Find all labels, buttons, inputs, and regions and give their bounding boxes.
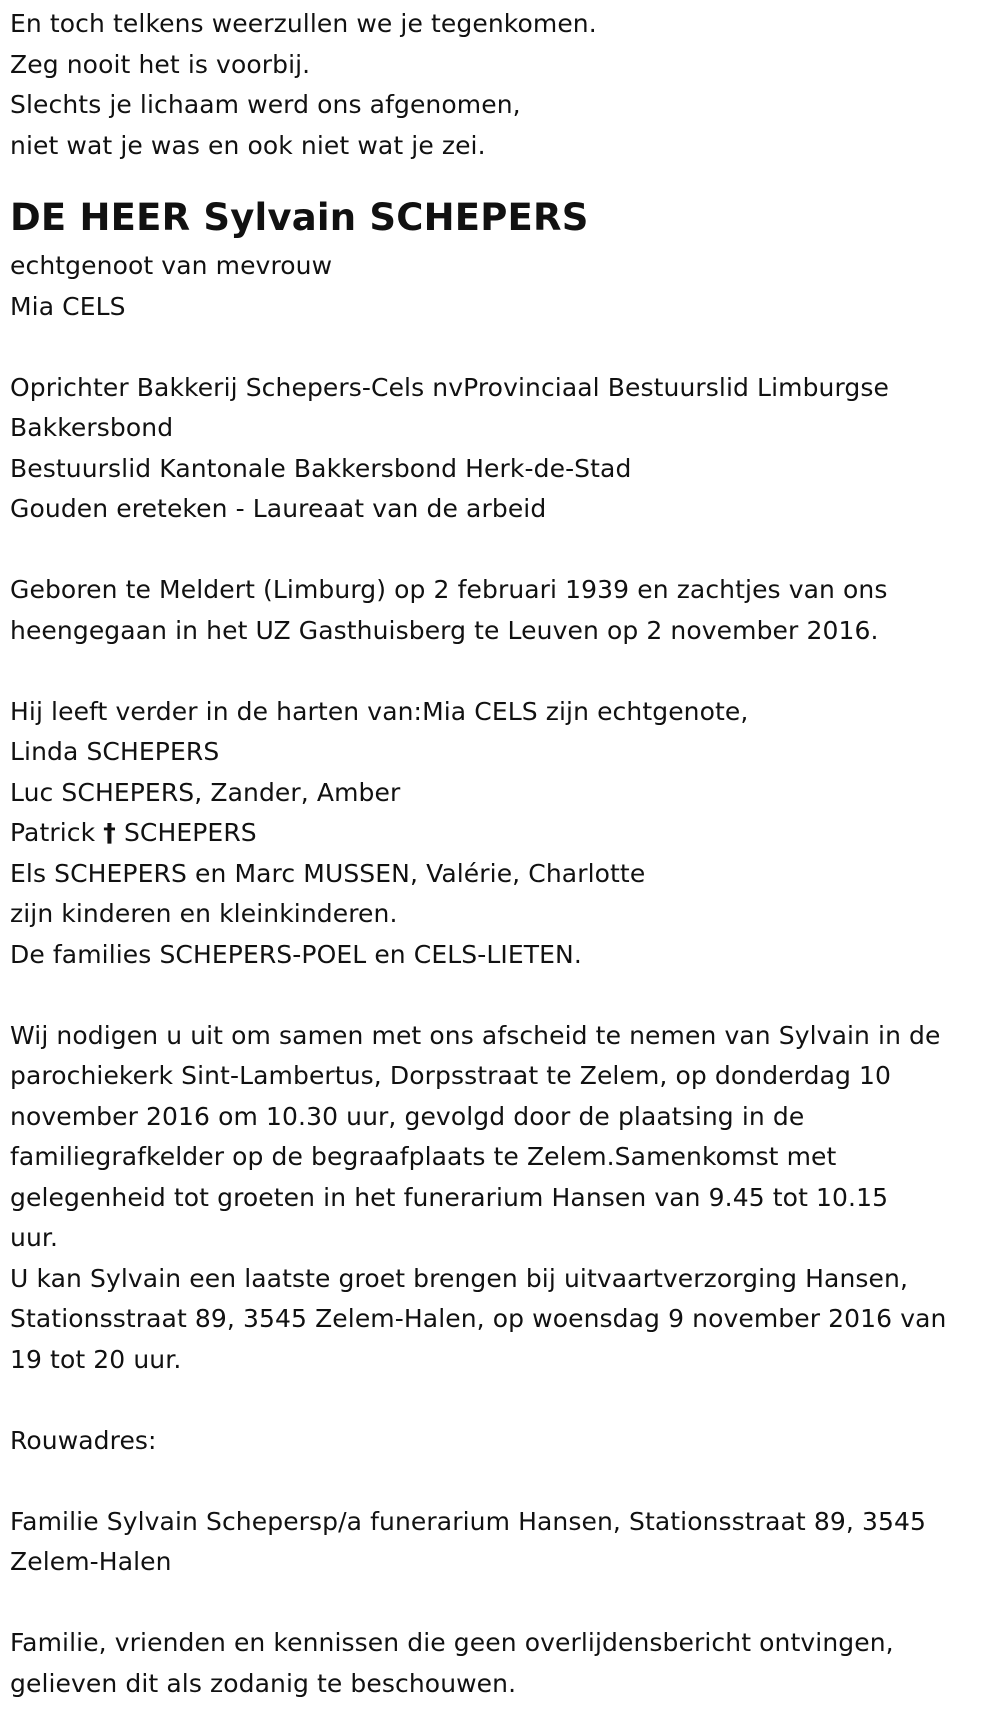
ceremony-line: Stationsstraat 89, 3545 Zelem-Halen, op woensdag 9 november 2016 van [10, 1304, 947, 1333]
poem-block [10, 4, 990, 166]
role-line: Bakkersbond [10, 413, 174, 442]
spouse-line: Mia CELS [10, 291, 126, 321]
address-line: Familie Sylvain Schepersp/a funerarium Hansen, Stationsstraat 89, 3545 [10, 1506, 927, 1536]
spacer [10, 530, 990, 571]
spouse-line: echtgenoot van mevrouw [10, 251, 333, 280]
cross-icon: † [103, 818, 116, 847]
poem-line: Slechts je lichaam werd ons afgenomen, [10, 90, 521, 119]
spacer [10, 327, 990, 368]
spacer [10, 975, 990, 1016]
closing-line: gelieven dit als zodanig te beschouwen. [10, 1668, 517, 1698]
poem-line: En toch telkens weerzullen we je tegenkomen. [10, 9, 597, 38]
closing-block [10, 1623, 990, 1704]
address-line: Zelem-Halen [10, 1547, 172, 1576]
address-block [10, 1502, 990, 1583]
family-line: Els SCHEPERS en Marc MUSSEN, Valérie, Charlotte [10, 858, 646, 888]
family-member-surname: SCHEPERS [123, 818, 257, 847]
family-line: zijn kinderen en kleinkinderen. [10, 899, 398, 928]
address-label: Rouwadres: [10, 1425, 157, 1455]
closing-line: Familie, vrienden en kennissen die geen overlijdensbericht ontvingen, [10, 1628, 894, 1657]
role-line: Gouden ereteken - Laureaat van de arbeid [10, 494, 547, 523]
birth-death-line: heengegaan in het UZ Gasthuisberg te Leuven op 2 november 2016. [10, 615, 879, 645]
ceremony-line: parochiekerk Sint-Lambertus, Dorpsstraat te Zelem, op donderdag 10 [10, 1061, 892, 1090]
role-line: Oprichter Bakkerij Schepers-Cels nvProvinciaal Bestuurslid Limburgse [10, 372, 889, 402]
ceremony-line: familiegrafkelder op de begraafplaats te Zelem.Samenkomst met [10, 1142, 837, 1171]
ceremony-block [10, 1016, 990, 1381]
ceremony-line: uur. [10, 1223, 59, 1252]
family-line: Hij leeft verder in de harten van:Mia CELS zijn echtgenote, [10, 696, 749, 726]
family-line-deceased-son [10, 813, 990, 854]
family-member-name: Patrick [10, 818, 96, 847]
family-block [10, 692, 990, 976]
spacer [10, 1583, 990, 1624]
spacer [10, 651, 990, 692]
ceremony-line: Wij nodigen u uit om samen met ons afscheid te nemen van Sylvain in de [10, 1020, 941, 1050]
family-line: Luc SCHEPERS, Zander, Amber [10, 777, 401, 807]
ceremony-line: gelegenheid tot groeten in het funerarium Hansen van 9.45 tot 10.15 [10, 1182, 889, 1212]
birth-death-block [10, 570, 990, 651]
family-line: Linda SCHEPERS [10, 737, 220, 766]
spouse-block [10, 246, 990, 327]
spacer [10, 1461, 990, 1502]
family-line: De families SCHEPERS-POEL en CELS-LIETEN. [10, 939, 582, 969]
poem-line: Zeg nooit het is voorbij. [10, 49, 311, 79]
roles-block [10, 368, 990, 530]
deceased-name-heading: DE HEER Sylvain SCHEPERS [10, 196, 589, 239]
ceremony-line: 19 tot 20 uur. [10, 1344, 182, 1374]
poem-line: niet wat je was en ook niet wat je zei. [10, 130, 486, 160]
role-line: Bestuurslid Kantonale Bakkersbond Herk-de-Stad [10, 453, 632, 483]
ceremony-line: november 2016 om 10.30 uur, gevolgd door de plaatsing in de [10, 1101, 805, 1131]
ceremony-line: U kan Sylvain een laatste groet brengen bij uitvaartverzorging Hansen, [10, 1263, 909, 1293]
spacer [10, 1380, 990, 1421]
birth-death-line: Geboren te Meldert (Limburg) op 2 februari 1939 en zachtjes van ons [10, 575, 888, 604]
